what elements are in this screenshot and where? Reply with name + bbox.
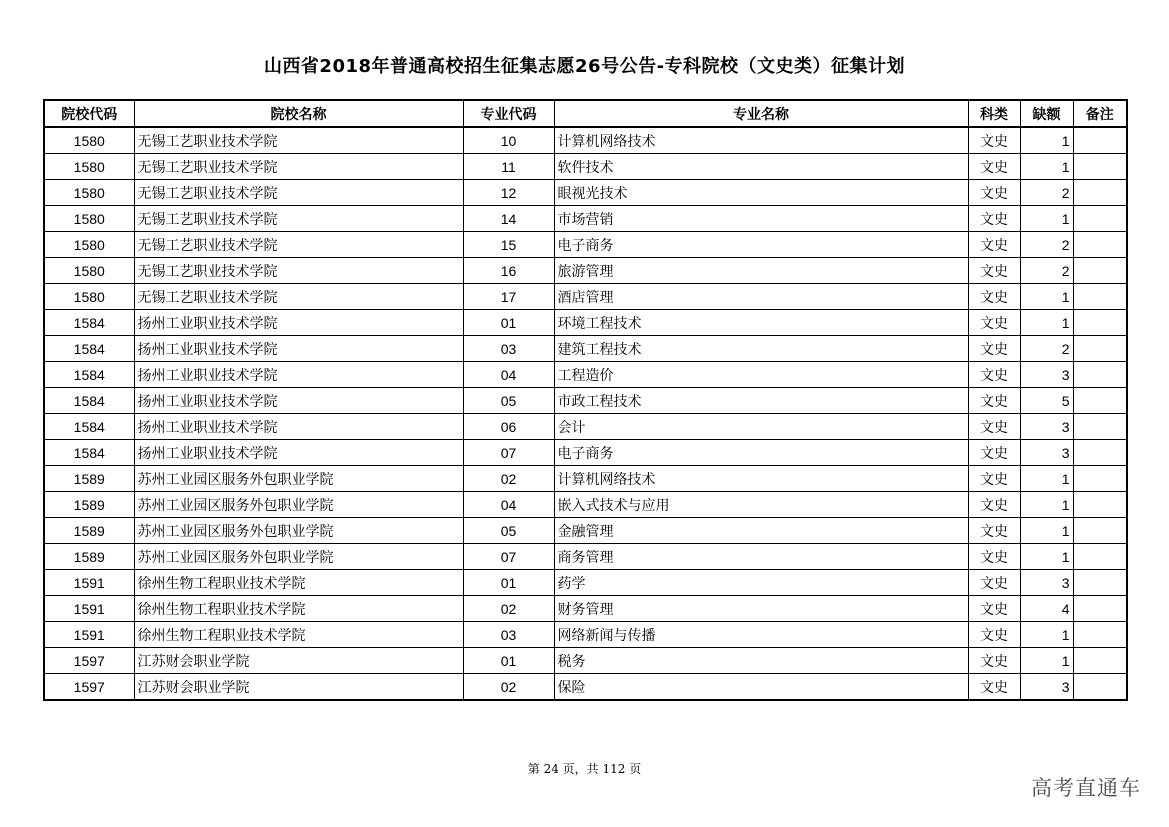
table-row	[44, 127, 1127, 154]
cell-school-name: 苏州工业园区服务外包职业学院	[134, 544, 463, 570]
cell-major-name: 会计	[554, 414, 968, 440]
cell-quota: 4	[1020, 596, 1073, 622]
cell-school-code: 1580	[44, 258, 134, 284]
cell-major-name: 工程造价	[554, 362, 968, 388]
cell-major-code: 03	[463, 622, 554, 648]
header-major-name: 专业名称	[554, 100, 968, 127]
cell-major-code: 14	[463, 206, 554, 232]
cell-school-name: 扬州工业职业技术学院	[134, 336, 463, 362]
cell-major-code: 07	[463, 544, 554, 570]
cell-school-code: 1580	[44, 206, 134, 232]
table-row	[44, 466, 1127, 492]
header-category: 科类	[968, 100, 1020, 127]
cell-school-name: 无锡工艺职业技术学院	[134, 127, 463, 154]
table-row	[44, 544, 1127, 570]
cell-remarks	[1073, 127, 1127, 154]
cell-school-name: 徐州生物工程职业技术学院	[134, 622, 463, 648]
cell-major-name: 药学	[554, 570, 968, 596]
watermark-text: 高考直通车	[1031, 776, 1141, 800]
cell-major-code: 11	[463, 154, 554, 180]
document-title: 山西省2018年普通高校招生征集志愿26号公告-专科院校（文史类）征集计划	[263, 56, 906, 77]
cell-major-code: 04	[463, 362, 554, 388]
cell-quota: 2	[1020, 180, 1073, 206]
cell-school-code: 1584	[44, 414, 134, 440]
cell-school-code: 1589	[44, 492, 134, 518]
table-row	[44, 258, 1127, 284]
cell-school-code: 1589	[44, 518, 134, 544]
table-row	[44, 206, 1127, 232]
cell-school-name: 徐州生物工程职业技术学院	[134, 570, 463, 596]
cell-category: 文史	[968, 336, 1020, 362]
cell-quota: 1	[1020, 127, 1073, 154]
cell-quota: 3	[1020, 414, 1073, 440]
cell-category: 文史	[968, 310, 1020, 336]
cell-major-name: 旅游管理	[554, 258, 968, 284]
cell-category: 文史	[968, 232, 1020, 258]
cell-quota: 1	[1020, 518, 1073, 544]
cell-major-code: 04	[463, 492, 554, 518]
cell-major-name: 计算机网络技术	[554, 127, 968, 154]
cell-quota: 1	[1020, 544, 1073, 570]
cell-category: 文史	[968, 466, 1020, 492]
cell-major-code: 01	[463, 570, 554, 596]
cell-category: 文史	[968, 518, 1020, 544]
cell-school-code: 1580	[44, 180, 134, 206]
cell-school-name: 扬州工业职业技术学院	[134, 310, 463, 336]
cell-category: 文史	[968, 622, 1020, 648]
table-row	[44, 622, 1127, 648]
table-row	[44, 492, 1127, 518]
cell-remarks	[1073, 284, 1127, 310]
cell-major-code: 16	[463, 258, 554, 284]
header-school-code: 院校代码	[44, 100, 134, 127]
cell-category: 文史	[968, 362, 1020, 388]
cell-remarks	[1073, 206, 1127, 232]
cell-major-code: 01	[463, 310, 554, 336]
cell-school-name: 苏州工业园区服务外包职业学院	[134, 518, 463, 544]
cell-school-code: 1580	[44, 154, 134, 180]
cell-school-name: 无锡工艺职业技术学院	[134, 284, 463, 310]
cell-remarks	[1073, 570, 1127, 596]
cell-major-code: 10	[463, 127, 554, 154]
cell-major-code: 03	[463, 336, 554, 362]
cell-quota: 1	[1020, 310, 1073, 336]
cell-quota: 2	[1020, 232, 1073, 258]
cell-school-code: 1589	[44, 544, 134, 570]
header-quota: 缺额	[1020, 100, 1073, 127]
cell-category: 文史	[968, 388, 1020, 414]
cell-category: 文史	[968, 180, 1020, 206]
cell-school-code: 1597	[44, 648, 134, 674]
cell-school-code: 1591	[44, 570, 134, 596]
table-row	[44, 336, 1127, 362]
table-row	[44, 180, 1127, 206]
cell-category: 文史	[968, 570, 1020, 596]
cell-school-code: 1584	[44, 388, 134, 414]
cell-school-name: 扬州工业职业技术学院	[134, 388, 463, 414]
cell-quota: 1	[1020, 622, 1073, 648]
cell-category: 文史	[968, 154, 1020, 180]
cell-remarks	[1073, 414, 1127, 440]
cell-quota: 1	[1020, 284, 1073, 310]
cell-major-code: 01	[463, 648, 554, 674]
table-row	[44, 648, 1127, 674]
cell-school-name: 无锡工艺职业技术学院	[134, 258, 463, 284]
cell-major-name: 眼视光技术	[554, 180, 968, 206]
cell-major-name: 酒店管理	[554, 284, 968, 310]
header-major-code: 专业代码	[463, 100, 554, 127]
cell-category: 文史	[968, 648, 1020, 674]
cell-category: 文史	[968, 596, 1020, 622]
cell-category: 文史	[968, 127, 1020, 154]
cell-major-code: 15	[463, 232, 554, 258]
table-row	[44, 362, 1127, 388]
cell-school-name: 无锡工艺职业技术学院	[134, 154, 463, 180]
page-footer: 第 24 页，共 112 页	[527, 762, 642, 776]
cell-category: 文史	[968, 206, 1020, 232]
admission-plan-table	[43, 99, 1128, 701]
table-row	[44, 310, 1127, 336]
cell-remarks	[1073, 622, 1127, 648]
cell-major-name: 软件技术	[554, 154, 968, 180]
cell-category: 文史	[968, 674, 1020, 701]
table-header-row	[44, 100, 1127, 127]
cell-major-name: 税务	[554, 648, 968, 674]
cell-remarks	[1073, 596, 1127, 622]
cell-school-code: 1584	[44, 310, 134, 336]
cell-school-name: 扬州工业职业技术学院	[134, 362, 463, 388]
cell-remarks	[1073, 258, 1127, 284]
table-row	[44, 596, 1127, 622]
table-body	[44, 127, 1127, 700]
cell-school-code: 1584	[44, 440, 134, 466]
cell-quota: 2	[1020, 336, 1073, 362]
cell-school-name: 扬州工业职业技术学院	[134, 414, 463, 440]
cell-major-code: 02	[463, 674, 554, 701]
cell-school-name: 扬州工业职业技术学院	[134, 440, 463, 466]
cell-school-code: 1580	[44, 127, 134, 154]
cell-school-code: 1584	[44, 362, 134, 388]
table-row	[44, 518, 1127, 544]
cell-major-name: 财务管理	[554, 596, 968, 622]
cell-category: 文史	[968, 284, 1020, 310]
cell-quota: 1	[1020, 466, 1073, 492]
cell-quota: 1	[1020, 206, 1073, 232]
table-row	[44, 388, 1127, 414]
cell-quota: 5	[1020, 388, 1073, 414]
cell-school-code: 1591	[44, 596, 134, 622]
cell-school-name: 无锡工艺职业技术学院	[134, 206, 463, 232]
cell-quota: 3	[1020, 674, 1073, 701]
cell-remarks	[1073, 388, 1127, 414]
cell-major-code: 02	[463, 466, 554, 492]
cell-school-name: 苏州工业园区服务外包职业学院	[134, 492, 463, 518]
cell-school-code: 1580	[44, 232, 134, 258]
cell-quota: 1	[1020, 492, 1073, 518]
cell-major-name: 电子商务	[554, 232, 968, 258]
cell-major-name: 金融管理	[554, 518, 968, 544]
cell-remarks	[1073, 518, 1127, 544]
cell-remarks	[1073, 648, 1127, 674]
cell-category: 文史	[968, 414, 1020, 440]
cell-major-name: 网络新闻与传播	[554, 622, 968, 648]
cell-school-code: 1591	[44, 622, 134, 648]
cell-school-code: 1589	[44, 466, 134, 492]
cell-school-name: 徐州生物工程职业技术学院	[134, 596, 463, 622]
cell-remarks	[1073, 466, 1127, 492]
cell-category: 文史	[968, 440, 1020, 466]
cell-major-name: 市政工程技术	[554, 388, 968, 414]
cell-quota: 3	[1020, 362, 1073, 388]
cell-school-code: 1580	[44, 284, 134, 310]
table-row	[44, 674, 1127, 701]
table-row	[44, 440, 1127, 466]
cell-school-name: 无锡工艺职业技术学院	[134, 180, 463, 206]
cell-major-name: 嵌入式技术与应用	[554, 492, 968, 518]
cell-school-code: 1584	[44, 336, 134, 362]
cell-quota: 3	[1020, 440, 1073, 466]
cell-quota: 3	[1020, 570, 1073, 596]
cell-major-name: 市场营销	[554, 206, 968, 232]
cell-remarks	[1073, 362, 1127, 388]
cell-remarks	[1073, 180, 1127, 206]
cell-quota: 2	[1020, 258, 1073, 284]
cell-major-name: 保险	[554, 674, 968, 701]
cell-major-code: 07	[463, 440, 554, 466]
cell-major-name: 商务管理	[554, 544, 968, 570]
cell-major-code: 12	[463, 180, 554, 206]
cell-major-code: 06	[463, 414, 554, 440]
cell-major-code: 05	[463, 518, 554, 544]
cell-category: 文史	[968, 492, 1020, 518]
cell-category: 文史	[968, 544, 1020, 570]
cell-remarks	[1073, 544, 1127, 570]
cell-remarks	[1073, 232, 1127, 258]
cell-remarks	[1073, 440, 1127, 466]
cell-school-name: 苏州工业园区服务外包职业学院	[134, 466, 463, 492]
table-row	[44, 284, 1127, 310]
cell-remarks	[1073, 310, 1127, 336]
cell-school-name: 江苏财会职业学院	[134, 674, 463, 701]
cell-remarks	[1073, 154, 1127, 180]
header-remarks: 备注	[1073, 100, 1127, 127]
cell-remarks	[1073, 336, 1127, 362]
cell-quota: 1	[1020, 154, 1073, 180]
table-row	[44, 570, 1127, 596]
header-school-name: 院校名称	[134, 100, 463, 127]
cell-category: 文史	[968, 258, 1020, 284]
cell-major-name: 计算机网络技术	[554, 466, 968, 492]
cell-major-code: 05	[463, 388, 554, 414]
cell-major-code: 02	[463, 596, 554, 622]
cell-major-name: 建筑工程技术	[554, 336, 968, 362]
table-row	[44, 232, 1127, 258]
cell-remarks	[1073, 492, 1127, 518]
cell-major-name: 环境工程技术	[554, 310, 968, 336]
cell-major-code: 17	[463, 284, 554, 310]
cell-remarks	[1073, 674, 1127, 701]
table-row	[44, 414, 1127, 440]
cell-school-name: 江苏财会职业学院	[134, 648, 463, 674]
cell-major-name: 电子商务	[554, 440, 968, 466]
cell-school-name: 无锡工艺职业技术学院	[134, 232, 463, 258]
cell-quota: 1	[1020, 648, 1073, 674]
table-row	[44, 154, 1127, 180]
cell-school-code: 1597	[44, 674, 134, 701]
